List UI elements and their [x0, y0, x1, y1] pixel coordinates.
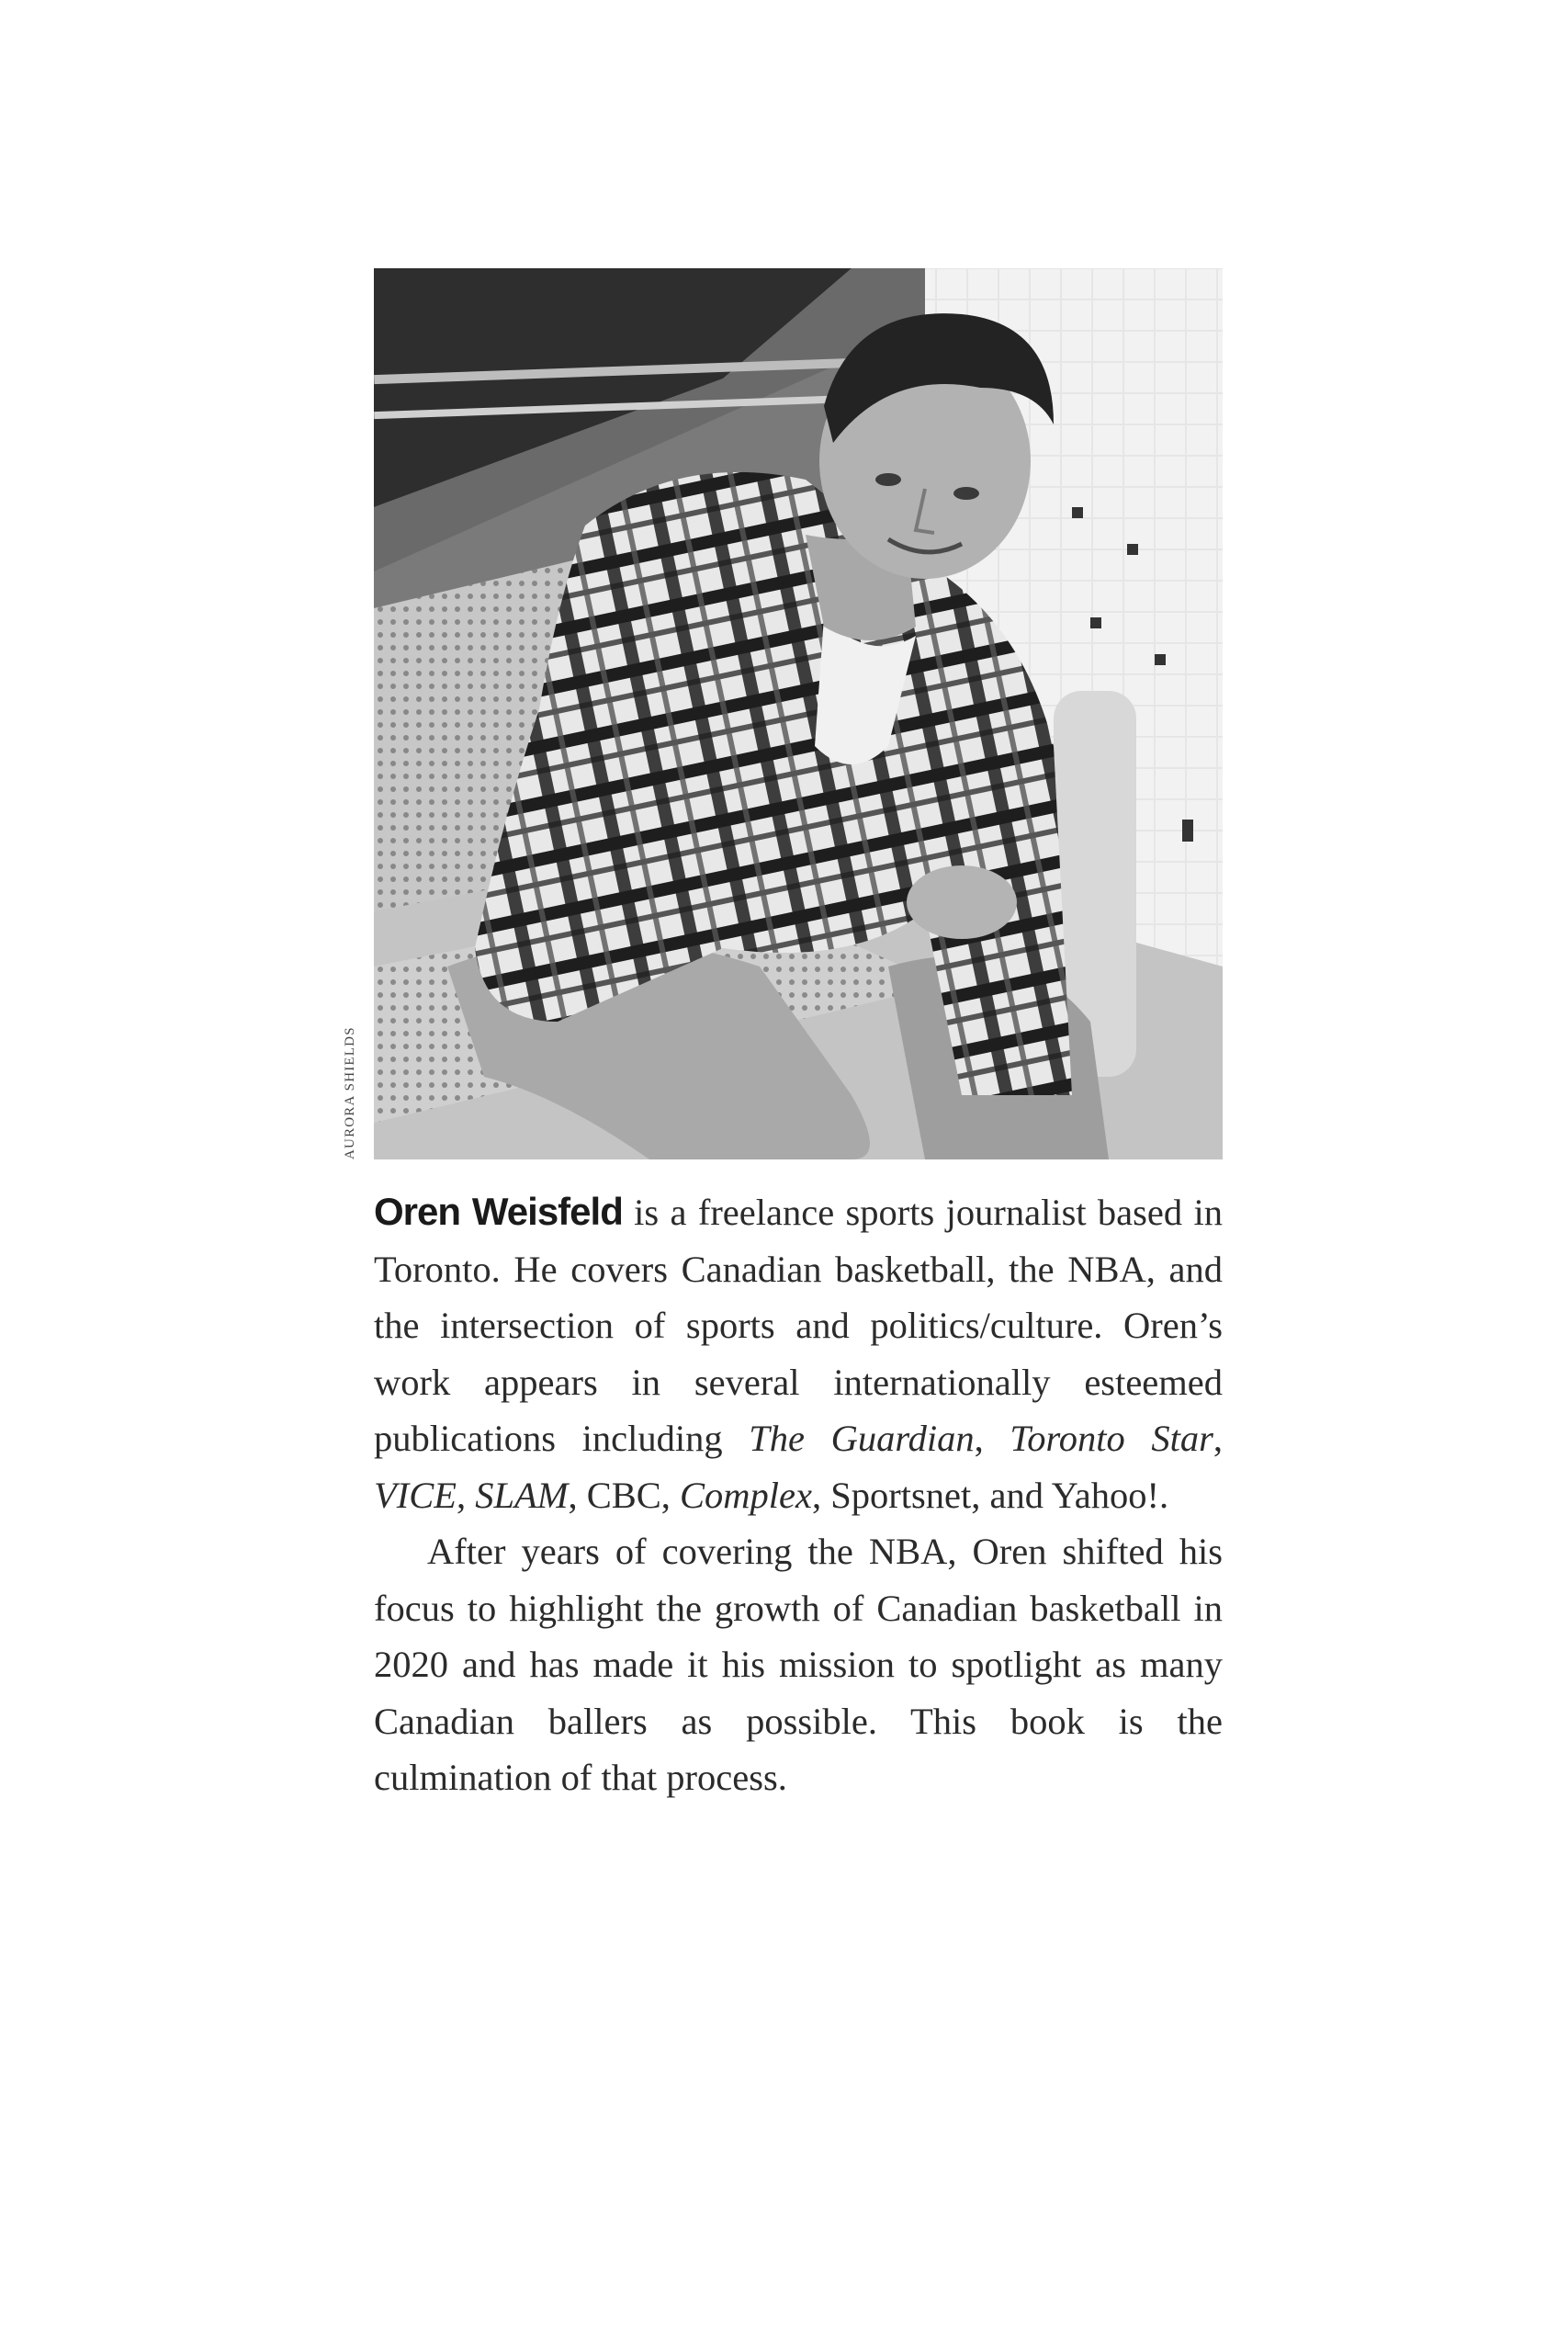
author-name: Oren Weisfeld	[374, 1190, 623, 1233]
bio-paragraph-1	[374, 1183, 1223, 1523]
bio-text: is a freelance sports journalist based in Toronto. He covers Canadian basketball, the NBA, and the intersection of sports and politics/culture. Oren’s work appears in several internationally esteemed publications including	[374, 1192, 1223, 1459]
author-bio	[374, 1183, 1223, 1806]
publication-the-guardian: The Guardian	[749, 1418, 975, 1459]
author-portrait-photo-icon	[374, 268, 1223, 1159]
bio-paragraph-2: After years of covering the NBA, Oren shifted his focus to highlight the growth of Canadian basketball in 2020 and has made it his mission to spotlight as many Canadian ballers as possible. This book is the culmination of that process.	[374, 1531, 1223, 1798]
publication-complex: Complex	[680, 1474, 812, 1516]
separator: ,	[1213, 1418, 1223, 1459]
publication-toronto-star: Toronto Star	[1010, 1418, 1213, 1459]
photo-credit: AURORA SHIELDS	[343, 1026, 357, 1159]
separator: , CBC,	[568, 1474, 681, 1516]
author-photo	[374, 268, 1223, 1159]
bio-text-end: , Sportsnet, and Yahoo!.	[812, 1474, 1169, 1516]
publication-vice: VICE	[374, 1474, 457, 1516]
publication-slam: SLAM	[475, 1474, 569, 1516]
separator: ,	[456, 1474, 476, 1516]
separator: ,	[974, 1418, 1010, 1459]
